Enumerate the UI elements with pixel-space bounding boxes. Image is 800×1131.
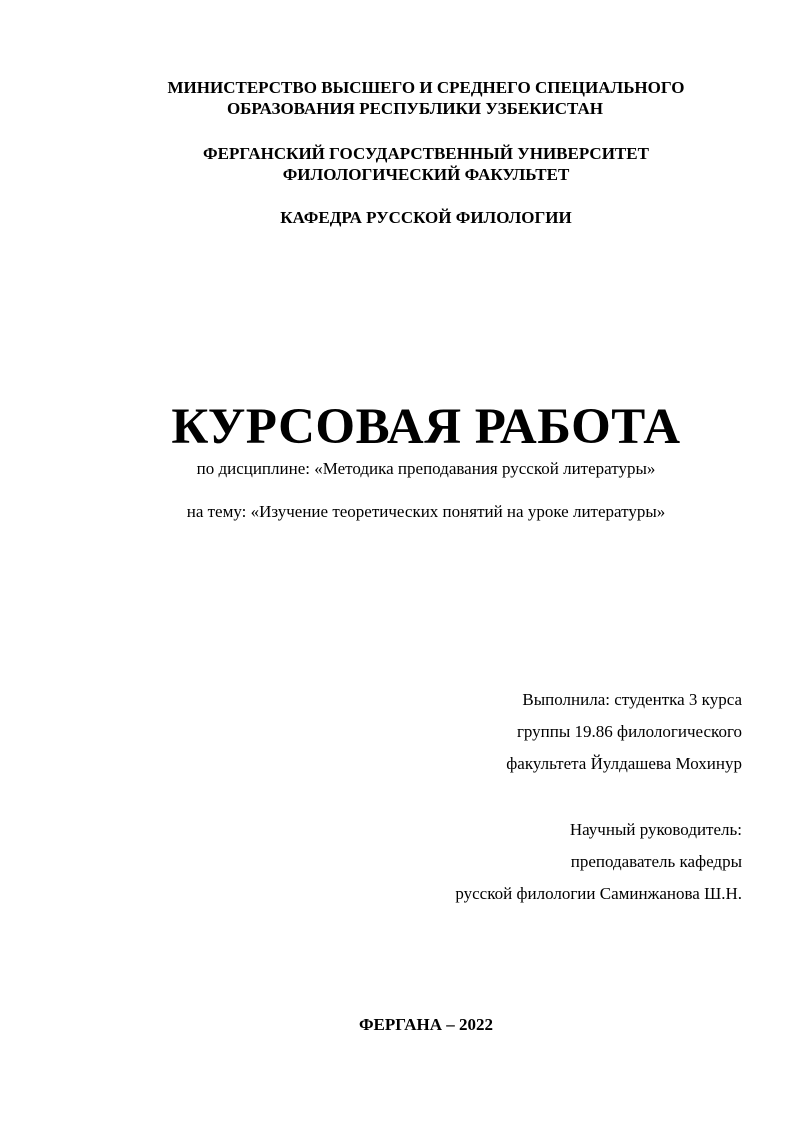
- ministry-line-2: ОБРАЗОВАНИЯ РЕСПУБЛИКИ УЗБЕКИСТАН: [226, 99, 604, 118]
- author-line-3: факультета Йулдашева Мохинур: [506, 754, 742, 773]
- city-year: ФЕРГАНА – 2022: [358, 1015, 494, 1034]
- author-line-1: Выполнила: студентка 3 курса: [522, 690, 742, 709]
- topic-line: на тему: «Изучение теоретических понятий на уроке литературы»: [186, 502, 666, 521]
- author-line-2: группы 19.86 филологического: [516, 722, 742, 741]
- document-title: КУРСОВАЯ РАБОТА: [171, 399, 681, 455]
- department-name: КАФЕДРА РУССКОЙ ФИЛОЛОГИИ: [280, 208, 572, 227]
- supervisor-line-1: Научный руководитель:: [569, 820, 742, 839]
- supervisor-line-2: преподаватель кафедры: [570, 852, 742, 871]
- ministry-line-1: МИНИСТЕРСТВО ВЫСШЕГО И СРЕДНЕГО СПЕЦИАЛЬНОГО: [167, 78, 685, 97]
- supervisor-line-3: русской филологии Саминжанова Ш.Н.: [455, 884, 742, 903]
- discipline-line: по дисциплине: «Методика преподавания русской литературы»: [196, 459, 656, 478]
- faculty-name: ФИЛОЛОГИЧЕСКИЙ ФАКУЛЬТЕТ: [282, 165, 570, 184]
- university-name: ФЕРГАНСКИЙ ГОСУДАРСТВЕННЫЙ УНИВЕРСИТЕТ: [203, 144, 649, 163]
